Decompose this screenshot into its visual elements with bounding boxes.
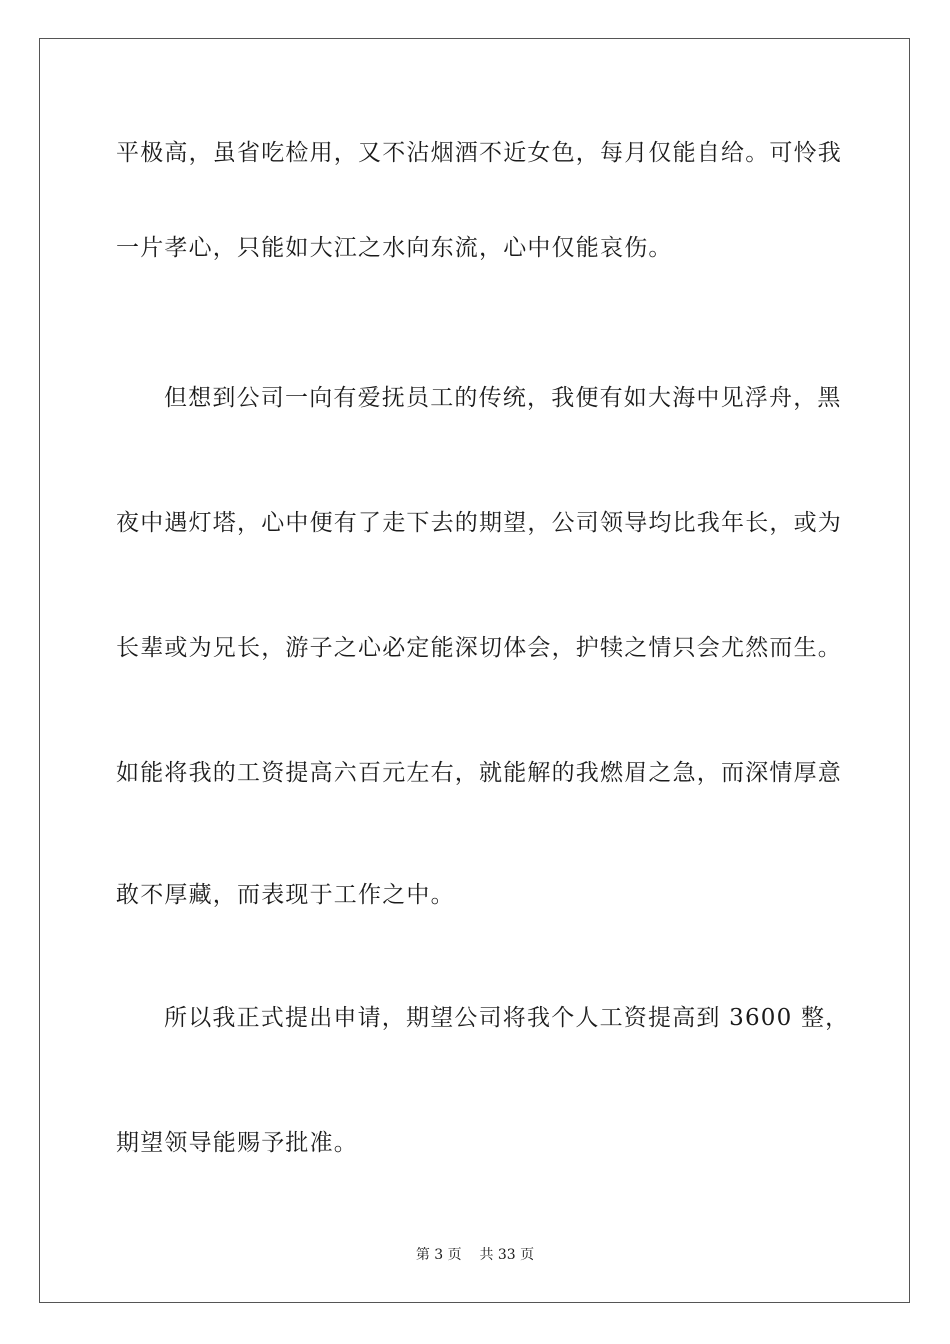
text-line-8: 所以我正式提出申请，期望公司将我个人工资提高到 3600 整， <box>164 1005 850 1031</box>
page-total: 共 33 页 <box>479 1247 535 1263</box>
page-border <box>39 38 910 1303</box>
text-line-2: 一片孝心，只能如大江之水向东流，心中仅能哀伤。 <box>116 235 673 261</box>
text-line-4: 夜中遇灯塔，心中便有了走下去的期望，公司领导均比我年长，或为 <box>116 510 842 536</box>
page-footer <box>0 1246 950 1264</box>
text-line-7: 敢不厚藏，而表现于工作之中。 <box>116 882 455 908</box>
text-line-1: 平极高，虽省吃检用，又不沾烟酒不近女色，每月仅能自给。可怜我 <box>116 140 842 166</box>
text-line-3: 但想到公司一向有爱抚员工的传统，我便有如大海中见浮舟，黑 <box>164 385 842 411</box>
text-line-5: 长辈或为兄长，游子之心必定能深切体会，护犊之情只会尤然而生。 <box>116 635 842 661</box>
text-line-6: 如能将我的工资提高六百元左右，就能解的我燃眉之急，而深情厚意 <box>116 760 842 786</box>
text-line-9: 期望领导能赐予批准。 <box>116 1130 358 1156</box>
page-number: 第 3 页 <box>415 1247 462 1263</box>
